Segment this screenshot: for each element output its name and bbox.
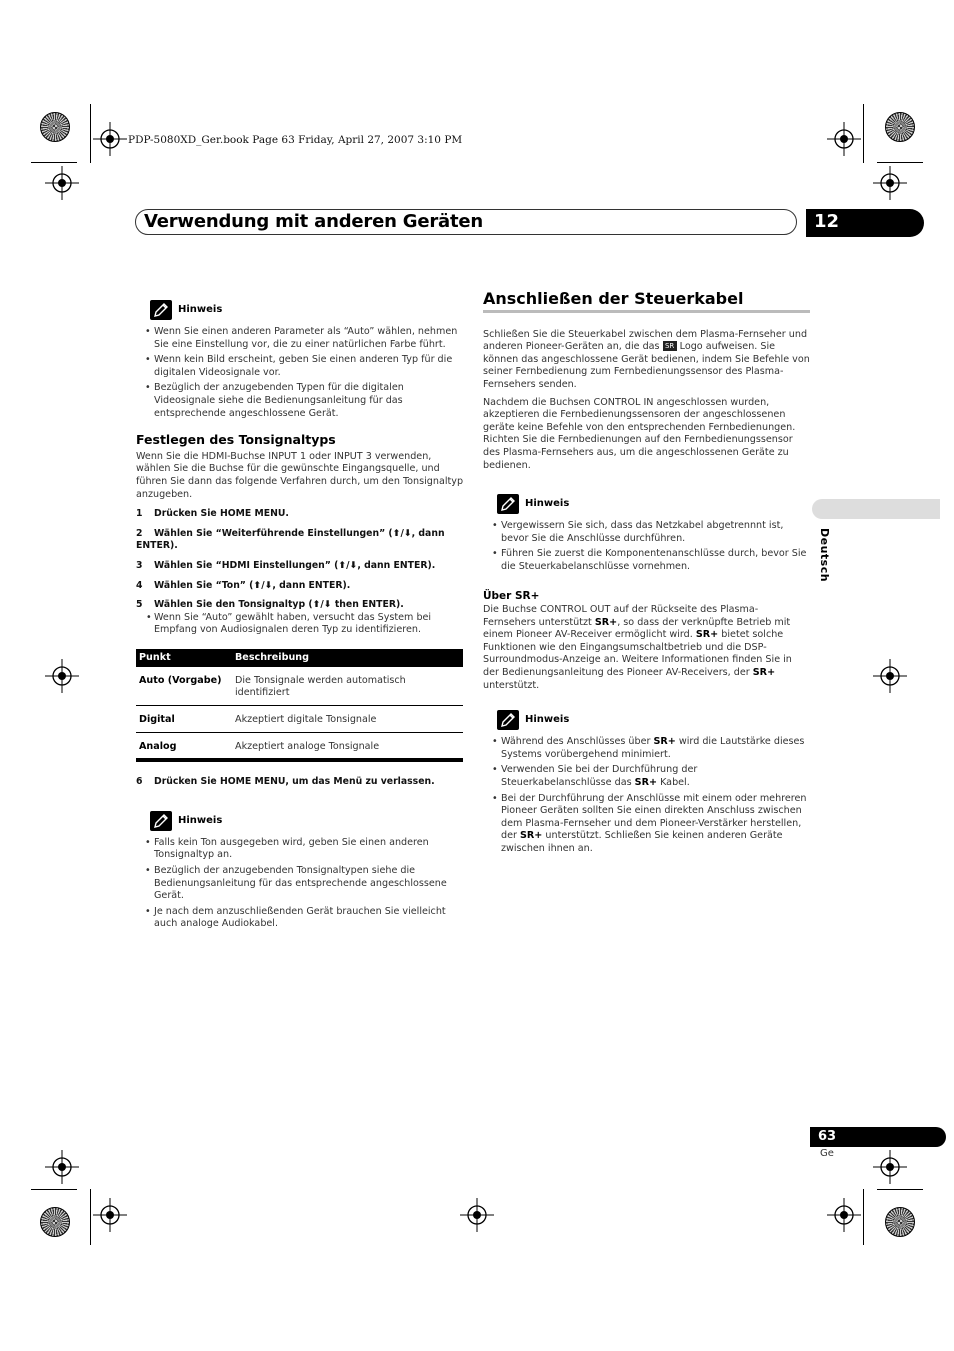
crop-line: [877, 1189, 923, 1190]
step: 5 Wählen Sie den Tonsignaltyp (⬆/⬇ then ENTER).: [136, 599, 404, 611]
crosshair-registration-icon: [45, 1150, 79, 1184]
crop-line: [31, 162, 77, 163]
section-heading: Anschließen der Steuerkabel: [483, 293, 810, 313]
note-item: • Während des Anschlüsses über SR+ wird die Lautstärke dieses Systems vorübergehend minimiert.: [501, 736, 810, 761]
note-item: • Vergewissern Sie sich, dass das Netzkabel abgetrennnt ist, bevor Sie die Anschlüsse durchführen.: [501, 520, 810, 545]
language-tab: [812, 499, 940, 519]
section-heading: Festlegen des Tonsignaltyps: [136, 432, 336, 448]
page-number-bar: [810, 1127, 946, 1147]
chapter-title-bar: [135, 209, 797, 235]
step: 1 Drücken Sie HOME MENU.: [136, 508, 289, 520]
table-header: Beschreibung: [232, 649, 463, 667]
note-item: • Bezüglich der anzugebenden Tonsignaltypen siehe die Bedienungsanleitung für das entsprechende angeschlossene Gerät.: [154, 865, 464, 903]
table-row: [136, 732, 463, 760]
crop-line: [877, 162, 923, 163]
page-number: 63: [818, 1129, 837, 1144]
note-heading: [497, 494, 810, 514]
table-row: [136, 706, 463, 733]
table-header: Punkt: [136, 649, 232, 667]
crop-line: [863, 1189, 864, 1245]
registration-disc-icon: [40, 112, 70, 142]
pencil-note-icon: [150, 300, 172, 320]
note-label: Hinweis: [525, 497, 570, 509]
note-list: [483, 736, 810, 855]
table-cell: Auto (Vorgabe): [136, 667, 232, 706]
note-heading: [150, 300, 464, 320]
table-cell: Die Tonsignale werden automatisch identifiziert: [232, 667, 463, 706]
table-row: [136, 667, 463, 706]
step: 2 Wählen Sie “Weiterführende Einstellungen” (⬆/⬇, dann ENTER).: [136, 527, 445, 552]
note-item: • Bezüglich der anzugebenden Typen für die digitalen Videosignale siehe die Bedienungsanleitung für das entsprechende angeschlossene Gerät.: [154, 382, 464, 420]
note-item: • Wenn Sie einen anderen Parameter als “Auto” wählen, nehmen Sie eine Einstellung vor, die zu einer natürlichen Farbe führt.: [154, 326, 464, 351]
crosshair-registration-icon: [460, 1198, 494, 1232]
page-language-code: Ge: [820, 1148, 834, 1159]
registration-disc-icon: [40, 1207, 70, 1237]
crosshair-registration-icon: [827, 122, 861, 156]
table-cell: Digital: [136, 706, 232, 733]
note-item: • Je nach dem anzuschließenden Gerät brauchen Sie vielleicht auch analoge Audiokabel.: [154, 906, 464, 931]
note-list: [136, 326, 464, 420]
note-item: • Bei der Durchführung der Anschlüsse mit einem oder mehreren Pioneer Geräten sollten Sie einen direkten Anschluss zwischen dem Plasma-Fernseher und dem Pioneer-Verstärker herstellen, der SR+ unterstützt. Schließen Sie keinen anderen Geräte zwischen ihnen an.: [501, 793, 810, 856]
crop-line: [863, 104, 864, 163]
registration-disc-icon: [885, 1207, 915, 1237]
note-item: • Falls kein Ton ausgegeben wird, geben Sie einen anderen Tonsignaltyp an.: [154, 837, 464, 862]
pencil-note-icon: [497, 710, 519, 730]
note-heading: [150, 811, 464, 831]
crosshair-registration-icon: [873, 166, 907, 200]
step-note: • Wenn Sie “Auto” gewählt haben, versucht das System bei Empfang von Audiosignalen deren Typ zu identifizieren.: [136, 612, 464, 637]
crosshair-registration-icon: [45, 659, 79, 693]
registration-disc-icon: [885, 112, 915, 142]
chapter-title: Verwendung mit anderen Geräten: [144, 211, 483, 232]
note-item: • Wenn kein Bild erscheint, geben Sie einen anderen Typ für die digitalen Videosignale vor.: [154, 354, 464, 379]
table-header-row: [136, 649, 463, 667]
note-item: • Führen Sie zuerst die Komponentenanschlüsse durch, bevor Sie die Steuerkabelanschlüsse vornehmen.: [501, 548, 810, 573]
note-label: Hinweis: [525, 713, 570, 725]
left-column: [136, 300, 464, 934]
crop-line: [31, 1189, 77, 1190]
pencil-note-icon: [150, 811, 172, 831]
crosshair-registration-icon: [45, 166, 79, 200]
table-cell: Akzeptiert digitale Tonsignale: [232, 706, 463, 733]
paragraph: Nachdem die Buchsen CONTROL IN angeschlossen wurden, akzeptieren die Fernbedienungssensoren der angeschlossenen geräte keine Befehle von den entsprechenden Fernbedienungen. Richten Sie die Fernbedienungen auf den Fernbedienungssensor des Plasma-Fernsehers aus, um die angeschlossenen Geräte zu bedienen.: [483, 396, 796, 471]
paragraph: Die Buchse CONTROL OUT auf der Rückseite des Plasma-Fernsehers unterstützt SR+, so dass der verknüpfte Betrieb mit einem Pioneer AV-Receiver ermöglicht wird. SR+ bietet solche Funktionen wie den Eingangsumschaltbetrieb und die DSP-Surroundmodus-Anzeige an. Weitere Informationen finden Sie in der Bedienungsanleitung des Pioneer AV-Receivers, der SR+ unterstützt.: [483, 604, 792, 691]
crosshair-registration-icon: [873, 659, 907, 693]
step: 4 Wählen Sie “Ton” (⬆/⬇, dann ENTER).: [136, 579, 351, 591]
chapter-number: 12: [814, 211, 840, 232]
chapter-number-tab: [806, 209, 924, 237]
crop-line: [90, 1189, 91, 1245]
signal-type-table: [136, 649, 463, 762]
crosshair-registration-icon: [93, 1198, 127, 1232]
note-list: [483, 520, 810, 573]
note-item: • Verwenden Sie bei der Durchführung der Steuerkabelanschlüsse das SR+ Kabel.: [501, 764, 810, 789]
table-cell: Analog: [136, 732, 232, 760]
step: 3 Wählen Sie “HDMI Einstellungen” (⬆/⬇, dann ENTER).: [136, 559, 436, 571]
pencil-note-icon: [497, 494, 519, 514]
note-heading: [497, 710, 810, 730]
section-intro: Wenn Sie die HDMI-Buchse INPUT 1 oder INPUT 3 verwenden, wählen Sie die Buchse für die gewünschte Eingangsquelle, und führen Sie dann das folgende Verfahren durch, um den Tonsignaltyp anzugeben.: [136, 450, 464, 500]
note-label: Hinweis: [178, 303, 223, 315]
crosshair-registration-icon: [93, 122, 127, 156]
paragraph: Schließen Sie die Steuerkabel zwischen dem Plasma-Fernseher und anderen Pioneer-Geräten an, die das SR Logo aufweisen. Sie können das angeschlossene Gerät bedienen, indem Sie Befehle von seiner Fernbedienung zum Fernbedienungssensor des Plasma-Fernsehers senden.: [483, 328, 810, 390]
right-column: [483, 289, 810, 859]
book-info-line: PDP-5080XD_Ger.book Page 63 Friday, April 27, 2007 3:10 PM: [128, 134, 463, 146]
table-cell: Akzeptiert analoge Tonsignale: [232, 732, 463, 760]
crop-line: [90, 104, 91, 163]
note-label: Hinweis: [178, 814, 223, 826]
sr-logo-icon: SR: [663, 341, 677, 351]
crosshair-registration-icon: [873, 1150, 907, 1184]
crosshair-registration-icon: [827, 1198, 861, 1232]
step: 6 Drücken Sie HOME MENU, um das Menü zu verlassen.: [136, 776, 435, 788]
subsection-heading: Über SR+: [483, 589, 540, 602]
note-list: [136, 837, 464, 931]
language-label: Deutsch: [818, 528, 831, 583]
